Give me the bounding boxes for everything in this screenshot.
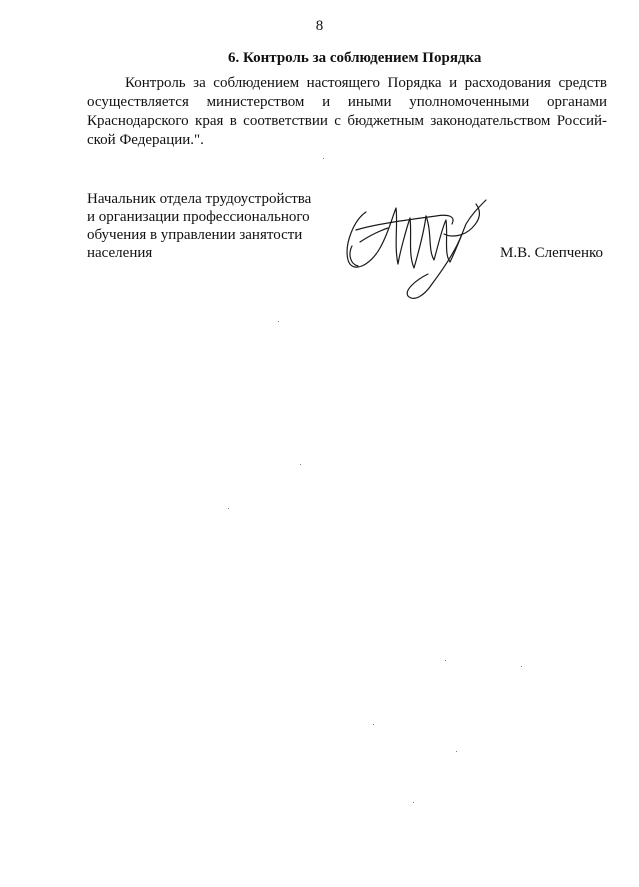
- scan-speck: [278, 321, 279, 322]
- body-line: Контроль за соблюдением настоящего Порядка и расходования средств: [125, 75, 607, 91]
- signer-position: [87, 190, 337, 262]
- body-line: Краснодарского края в соответствии с бюджетным законодательством Россий-: [87, 113, 607, 129]
- body-line: осуществляется министерством и иными уполномоченными органами: [87, 94, 607, 110]
- section-heading: 6. Контроль за соблюдением Порядка: [228, 50, 482, 66]
- signer-name: М.В. Слепченко: [500, 245, 604, 261]
- handwritten-signature: [336, 184, 496, 304]
- scan-speck: [456, 751, 457, 752]
- page-number: 8: [315, 18, 324, 34]
- signer-position-line: населения: [87, 245, 153, 261]
- scan-speck: [521, 666, 522, 667]
- scan-speck: [323, 158, 324, 159]
- scan-speck: [300, 464, 301, 465]
- body-line: ской Федерации.".: [87, 132, 204, 148]
- signer-position-line: Начальник отдела трудоустройства: [87, 191, 312, 207]
- scan-speck: [228, 508, 229, 509]
- scan-speck: [373, 724, 374, 725]
- scan-speck: [445, 660, 446, 661]
- signer-position-line: и организации профессионального: [87, 209, 310, 225]
- scan-speck: [413, 802, 414, 803]
- body-paragraph: [87, 74, 607, 150]
- signer-position-line: обучения в управлении занятости: [87, 227, 303, 243]
